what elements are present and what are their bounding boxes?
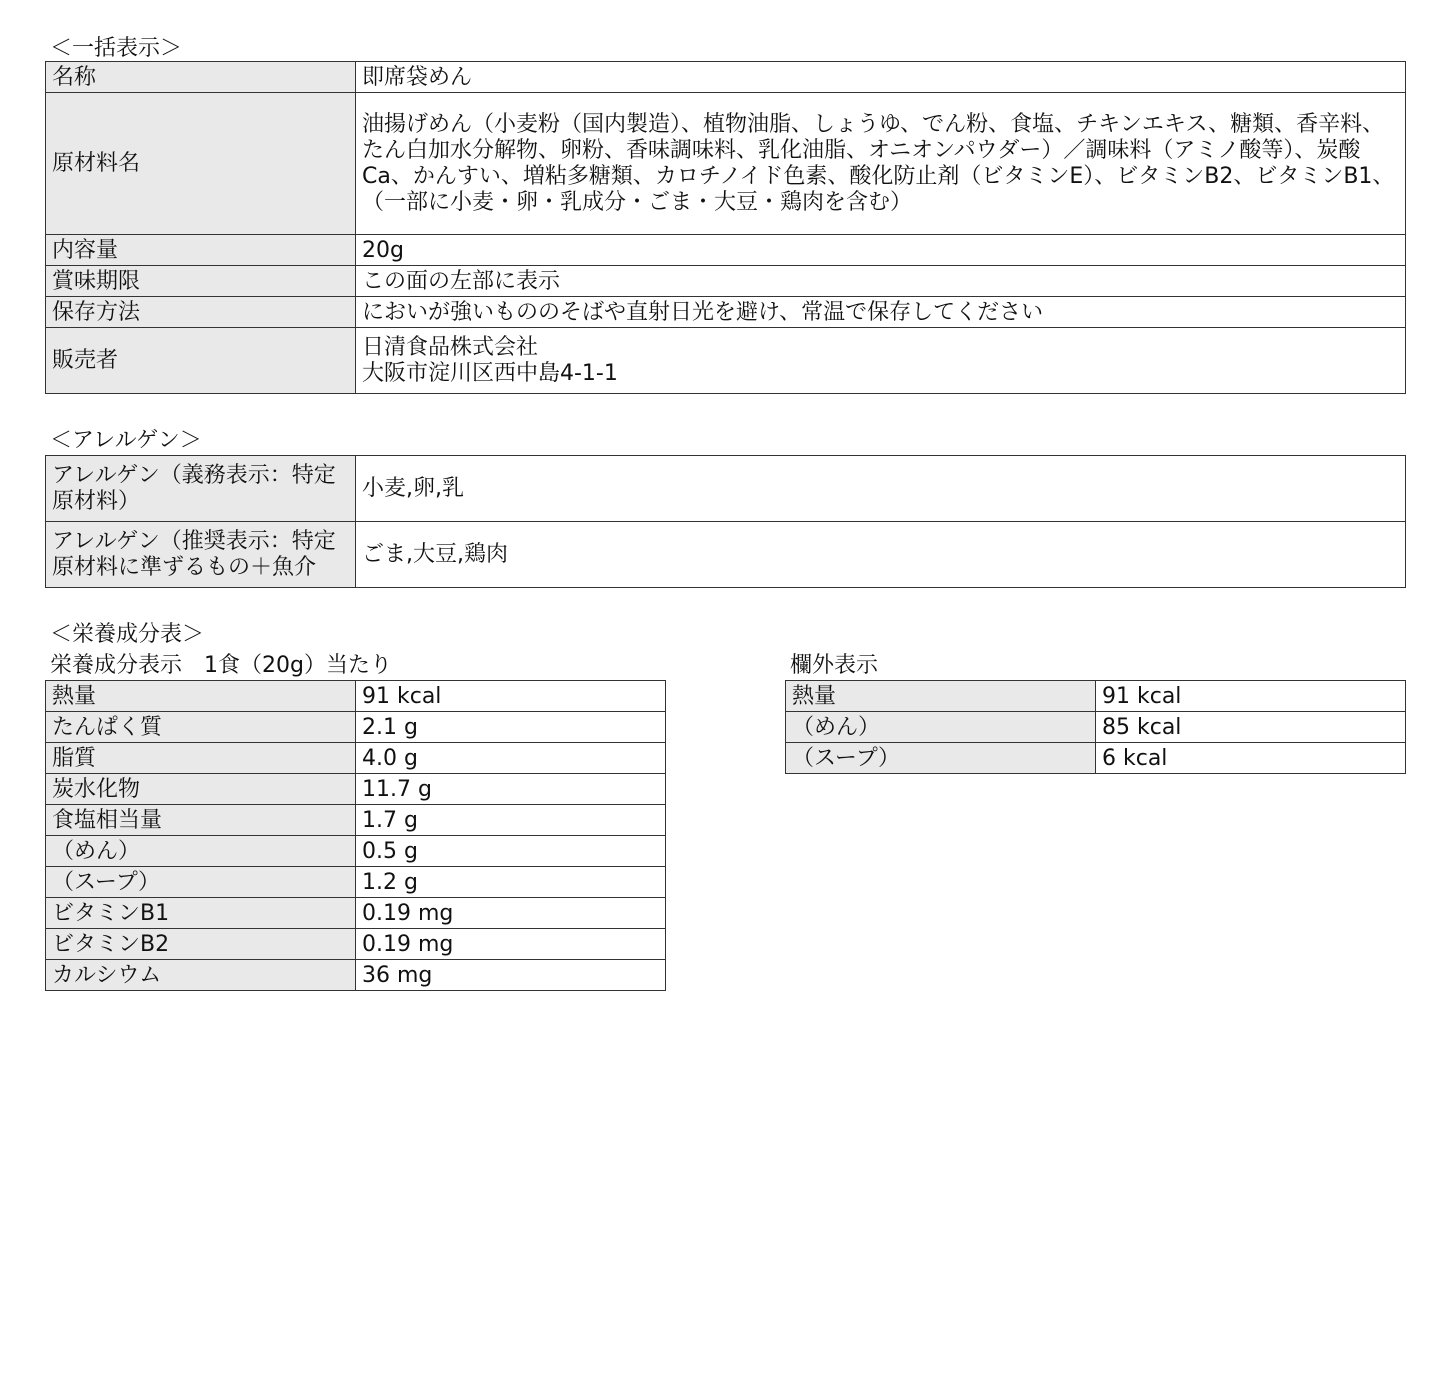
table-row bbox=[46, 522, 1406, 588]
outside-label: 熱量 bbox=[786, 681, 1096, 712]
table-row bbox=[46, 62, 1406, 93]
name-value: 即席袋めん bbox=[356, 62, 1406, 93]
outside-value: 91 kcal bbox=[1096, 681, 1406, 712]
net-content-value: 20g bbox=[356, 235, 1406, 266]
nutrient-label: たんぱく質 bbox=[46, 712, 356, 743]
nutrient-value: 0.19 mg bbox=[356, 929, 666, 960]
nutrient-value: 4.0 g bbox=[356, 743, 666, 774]
ingredients-label: 原材料名 bbox=[46, 93, 356, 235]
outside-label: （めん） bbox=[786, 712, 1096, 743]
mandatory-allergen-value: 小麦,卵,乳 bbox=[356, 456, 1406, 522]
outside-value: 85 kcal bbox=[1096, 712, 1406, 743]
nutrient-label: カルシウム bbox=[46, 960, 356, 991]
recommended-allergen-label: アレルゲン（推奨表示：特定原材料に準ずるもの＋魚介 bbox=[46, 522, 356, 588]
nutrient-value: 0.19 mg bbox=[356, 898, 666, 929]
best-before-label: 賞味期限 bbox=[46, 266, 356, 297]
table-row bbox=[786, 743, 1406, 774]
table-row bbox=[46, 960, 666, 991]
nutrient-label: （スープ） bbox=[46, 867, 356, 898]
recommended-allergen-value: ごま,大豆,鶏肉 bbox=[356, 522, 1406, 588]
storage-value: においが強いもののそばや直射日光を避け、常温で保存してください bbox=[356, 297, 1406, 328]
nutrient-value: 36 mg bbox=[356, 960, 666, 991]
mandatory-allergen-label: アレルゲン（義務表示：特定原材料） bbox=[46, 456, 356, 522]
nutrient-label: 熱量 bbox=[46, 681, 356, 712]
nutrient-value: 1.7 g bbox=[356, 805, 666, 836]
allergen-table bbox=[45, 455, 1406, 588]
outside-label: （スープ） bbox=[786, 743, 1096, 774]
outside-heading: 欄外表示 bbox=[790, 653, 879, 678]
nutrient-value: 1.2 g bbox=[356, 867, 666, 898]
summary-heading: ＜一括表示＞ bbox=[50, 36, 183, 61]
table-row bbox=[46, 681, 666, 712]
table-row bbox=[46, 297, 1406, 328]
nutrition-table bbox=[45, 680, 666, 991]
summary-table bbox=[45, 61, 1406, 394]
nutrition-heading: ＜栄養成分表＞ bbox=[50, 622, 205, 647]
table-row bbox=[46, 456, 1406, 522]
storage-label: 保存方法 bbox=[46, 297, 356, 328]
table-row bbox=[46, 929, 666, 960]
outside-value: 6 kcal bbox=[1096, 743, 1406, 774]
nutrient-label: ビタミンB1 bbox=[46, 898, 356, 929]
table-row bbox=[46, 93, 1406, 235]
nutrient-label: 脂質 bbox=[46, 743, 356, 774]
seller-value: 日清食品株式会社 大阪市淀川区西中島4-1-1 bbox=[356, 328, 1406, 394]
table-row bbox=[46, 867, 666, 898]
nutrition-subheading: 栄養成分表示 1食（20g）当たり bbox=[50, 653, 392, 678]
nutrient-label: 炭水化物 bbox=[46, 774, 356, 805]
outside-table bbox=[785, 680, 1406, 774]
table-row bbox=[46, 774, 666, 805]
table-row bbox=[786, 681, 1406, 712]
table-row bbox=[46, 898, 666, 929]
ingredients-value: 油揚げめん（小麦粉（国内製造）、植物油脂、しょうゆ、でん粉、食塩、チキンエキス、糖類、香辛料、たん白加水分解物、卵粉、香味調味料、乳化油脂、オニオンパウダー）／調味料（アミノ酸等）、炭酸Ca、かんすい、増粘多糖類、カロチノイド色素、酸化防止剤（ビタミンE）、ビタミンB2、ビタミンB1、（一部に小麦・卵・乳成分・ごま・大豆・鶏肉を含む） bbox=[356, 93, 1406, 235]
table-row bbox=[46, 328, 1406, 394]
name-label: 名称 bbox=[46, 62, 356, 93]
allergen-heading: ＜アレルゲン＞ bbox=[50, 428, 202, 453]
net-content-label: 内容量 bbox=[46, 235, 356, 266]
nutrient-label: ビタミンB2 bbox=[46, 929, 356, 960]
nutrient-label: 食塩相当量 bbox=[46, 805, 356, 836]
table-row bbox=[46, 266, 1406, 297]
seller-label: 販売者 bbox=[46, 328, 356, 394]
table-row bbox=[46, 743, 666, 774]
table-row bbox=[46, 836, 666, 867]
table-row bbox=[786, 712, 1406, 743]
nutrient-value: 0.5 g bbox=[356, 836, 666, 867]
table-row bbox=[46, 712, 666, 743]
nutrient-value: 91 kcal bbox=[356, 681, 666, 712]
nutrient-value: 11.7 g bbox=[356, 774, 666, 805]
nutrient-label: （めん） bbox=[46, 836, 356, 867]
best-before-value: この面の左部に表示 bbox=[356, 266, 1406, 297]
nutrient-value: 2.1 g bbox=[356, 712, 666, 743]
table-row bbox=[46, 235, 1406, 266]
table-row bbox=[46, 805, 666, 836]
